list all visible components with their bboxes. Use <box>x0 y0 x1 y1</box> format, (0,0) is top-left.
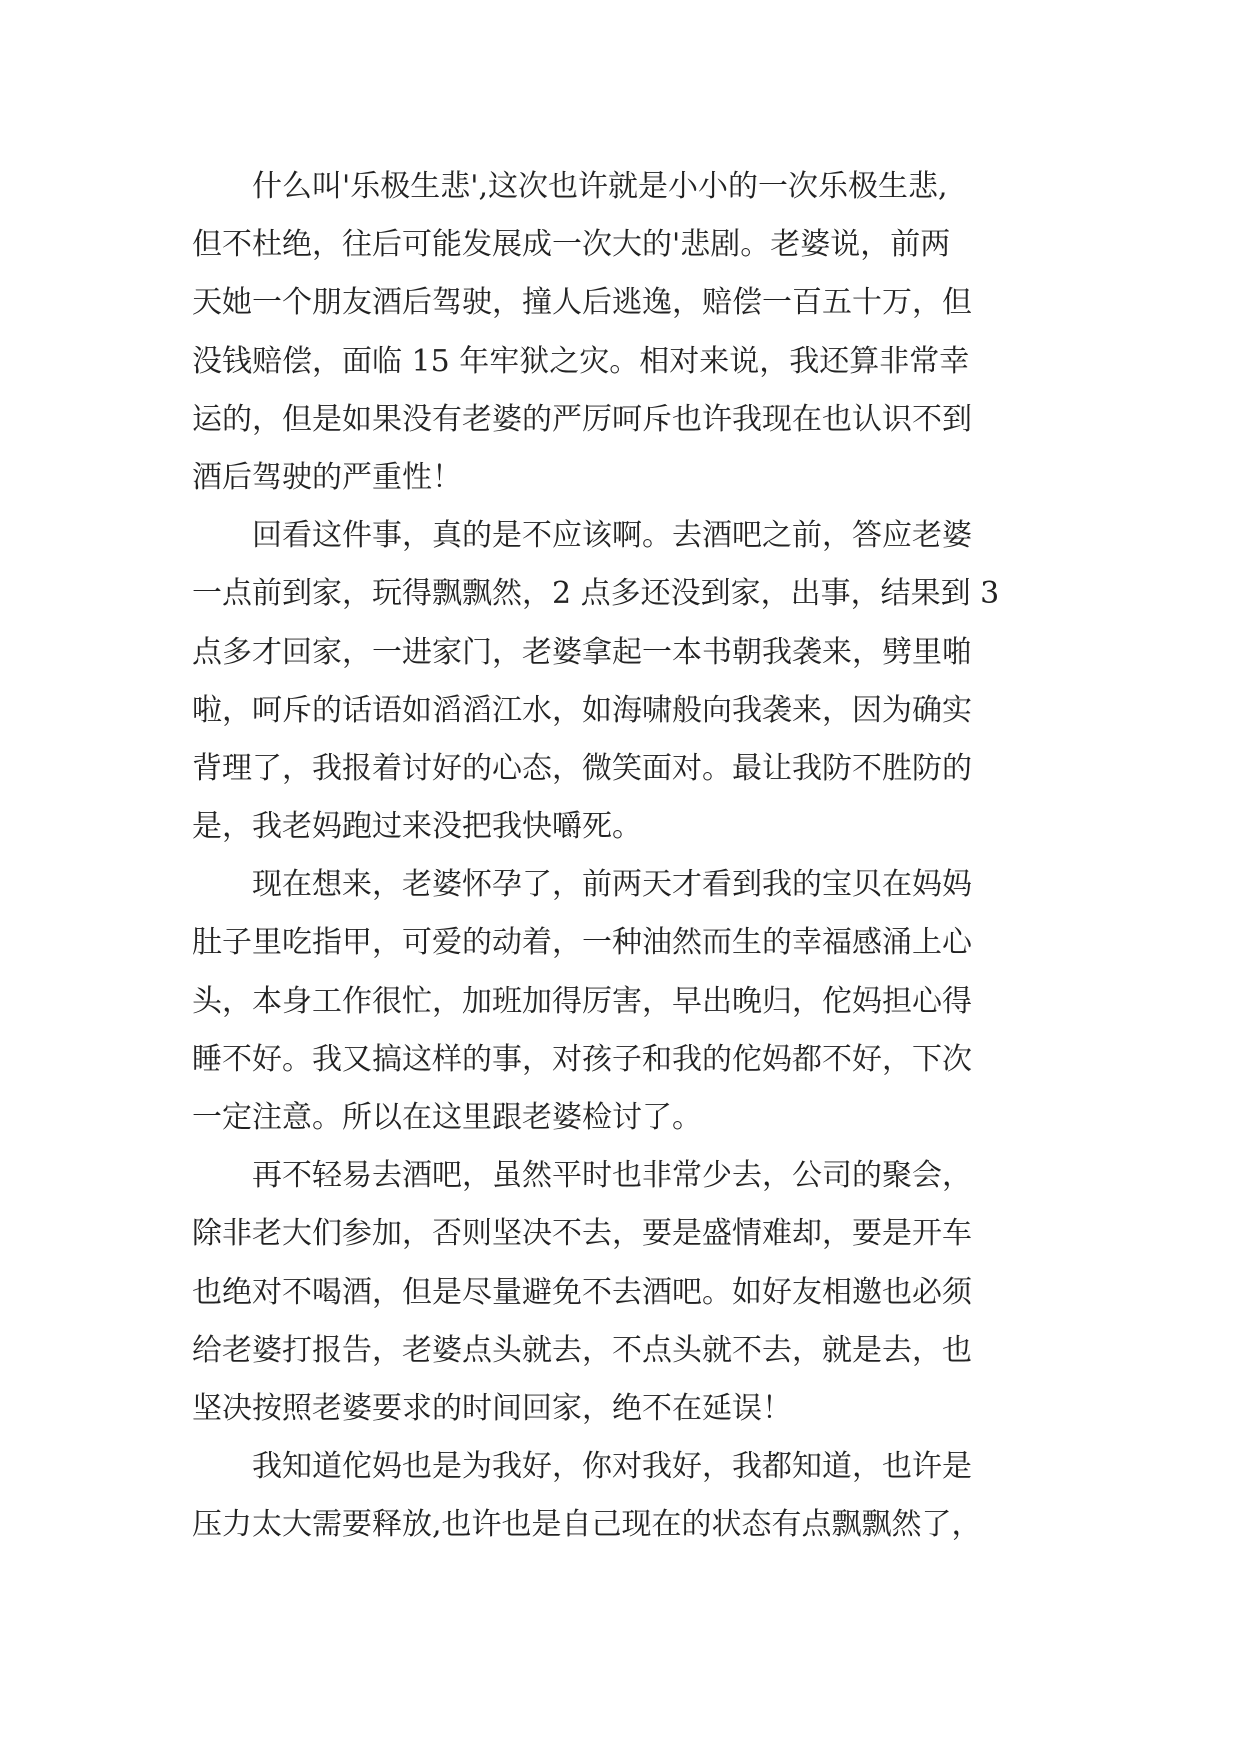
text-line: 没钱赔偿，面临 15 年牢狱之灾。相对来说，我还算非常幸 <box>192 343 970 379</box>
paragraph-5 <box>192 1438 1052 1554</box>
paragraph-3 <box>192 856 1052 1147</box>
text-line: 但不杜绝，往后可能发展成一次大的'悲剧。老婆说，前两 <box>192 227 951 263</box>
paragraph-2 <box>192 507 1052 856</box>
text-line: 天她一个朋友酒后驾驶，撞人后逃逸，赔偿一百五十万，但 <box>192 285 972 321</box>
text-line: 背理了，我报着讨好的心态，微笑面对。最让我防不胜防的 <box>192 750 972 786</box>
text-line: 除非老大们参加，否则坚决不去，要是盛情难却，要是开车 <box>192 1216 972 1252</box>
text-line: 一定注意。所以在这里跟老婆检讨了。 <box>192 1100 702 1135</box>
text-line: 啦，呵斥的话语如滔滔江水，如海啸般向我袭来，因为确实 <box>192 692 972 728</box>
text-line: 酒后驾驶的严重性！ <box>192 459 462 495</box>
text-line: 再不轻易去酒吧，虽然平时也非常少去，公司的聚会， <box>252 1158 972 1194</box>
text-line: 睡不好。我又搞这样的事，对孩子和我的佗妈都不好，下次 <box>192 1041 972 1077</box>
text-line: 回看这件事，真的是不应该啊。去酒吧之前，答应老婆 <box>252 518 972 554</box>
text-line: 什么叫'乐极生悲',这次也许就是小小的一次乐极生悲, <box>252 169 948 204</box>
text-line: 也绝对不喝酒，但是尽量避免不去酒吧。如好友相邀也必须 <box>192 1274 972 1310</box>
text-line: 我知道佗妈也是为我好，你对我好，我都知道，也许是 <box>252 1449 972 1485</box>
text-line: 肚子里吃指甲，可爱的动着，一种油然而生的幸福感涌上心 <box>192 925 972 961</box>
paragraph-4 <box>192 1147 1052 1438</box>
document-body <box>192 158 1052 1555</box>
text-line: 运的，但是如果没有老婆的严厉呵斥也许我现在也认识不到 <box>192 401 972 437</box>
paragraph-1 <box>192 158 1052 507</box>
text-line: 一点前到家，玩得飘飘然，2 点多还没到家，出事，结果到 3 <box>192 576 1000 612</box>
text-line: 压力太大需要释放,也许也是自己现在的状态有点飘飘然了， <box>192 1507 982 1543</box>
text-line: 头，本身工作很忙，加班加得厉害，早出晚归，佗妈担心得 <box>192 983 972 1019</box>
text-line: 给老婆打报告，老婆点头就去，不点头就不去，就是去，也 <box>192 1332 972 1368</box>
text-line: 坚决按照老婆要求的时间回家，绝不在延误！ <box>192 1390 792 1426</box>
text-line: 现在想来，老婆怀孕了，前两天才看到我的宝贝在妈妈 <box>252 867 972 903</box>
text-line: 点多才回家，一进家门，老婆拿起一本书朝我袭来，劈里啪 <box>192 634 972 670</box>
text-line: 是，我老妈跑过来没把我快嚼死。 <box>192 809 642 845</box>
